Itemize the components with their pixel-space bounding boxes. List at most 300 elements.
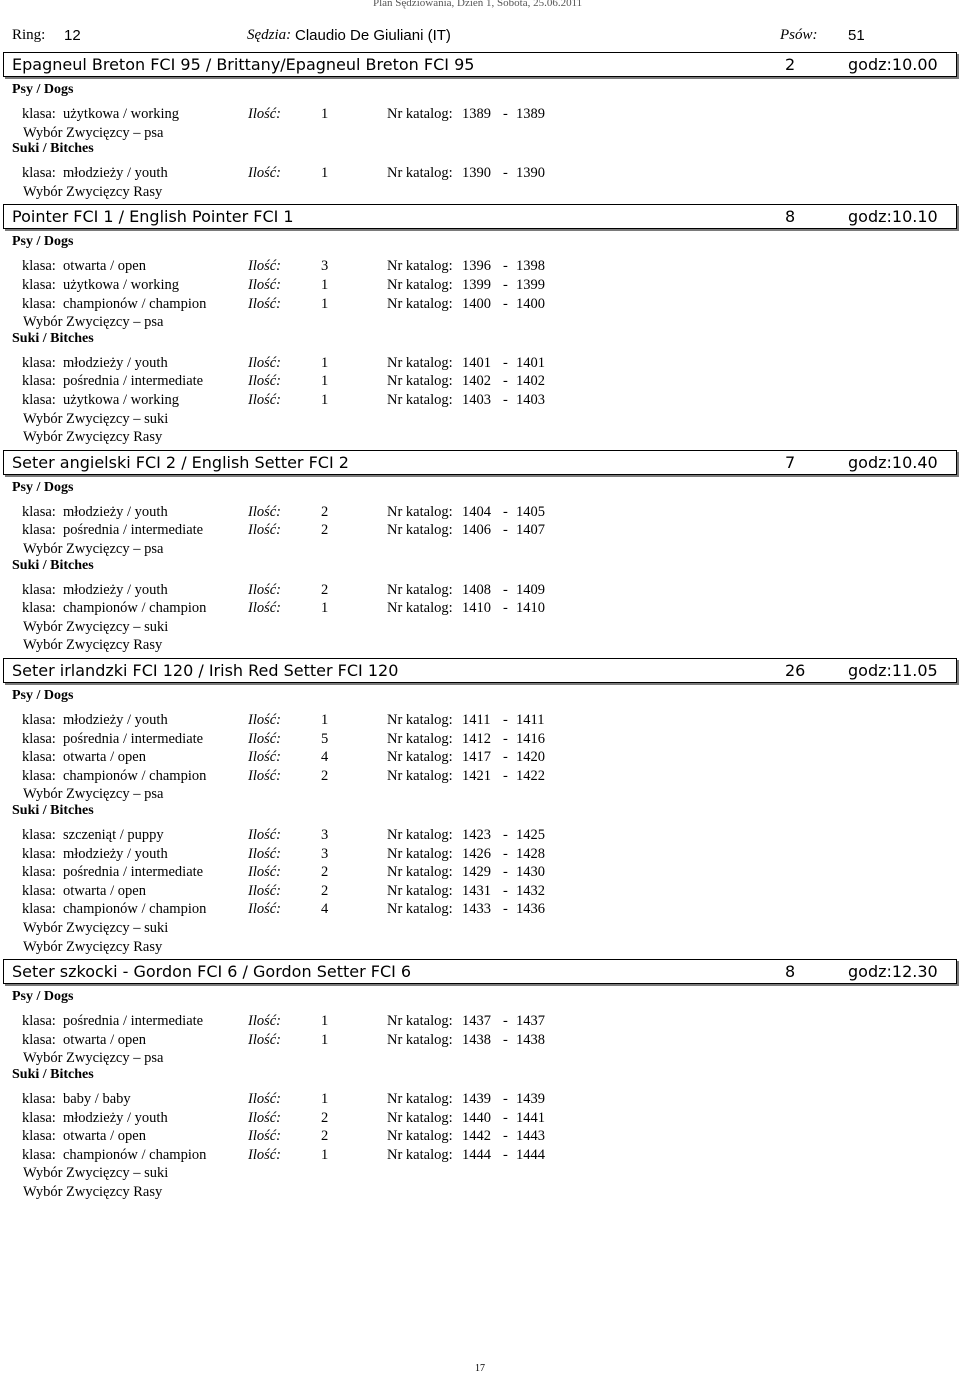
catalog-from: 1442 xyxy=(462,1128,491,1145)
quantity-value: 2 xyxy=(321,1109,329,1126)
catalog-to: 1432 xyxy=(516,882,545,899)
catalog-to: 1441 xyxy=(516,1109,545,1126)
catalog-to: 1411 xyxy=(516,712,545,728)
breed-entry-count: 7 xyxy=(785,452,796,472)
class-name: championów / champion xyxy=(63,295,207,312)
catalog-to: 1422 xyxy=(516,767,545,784)
class-row xyxy=(0,392,960,410)
catalog-dash: - xyxy=(503,373,508,390)
catalog-dash: - xyxy=(503,882,508,899)
quantity-label: Ilość: xyxy=(248,522,282,539)
catalog-from: 1408 xyxy=(462,581,491,598)
breed-start-time: godz:10.40 xyxy=(848,452,938,472)
catalog-to: 1389 xyxy=(516,106,545,122)
catalog-from: 1400 xyxy=(462,295,491,312)
catalog-dash: - xyxy=(503,581,508,598)
quantity-label: Ilość: xyxy=(248,354,282,371)
quantity-value: 2 xyxy=(321,882,329,899)
breed-name: Pointer FCI 1 / English Pointer FCI 1 xyxy=(12,207,294,227)
catalog-label: Nr katalog: xyxy=(387,864,453,881)
catalog-dash: - xyxy=(503,730,508,747)
sex-section-heading xyxy=(0,480,960,498)
class-label: klasa: xyxy=(22,864,56,881)
class-row xyxy=(0,106,960,124)
catalog-dash: - xyxy=(503,392,508,408)
catalog-from: 1399 xyxy=(462,277,491,293)
class-row xyxy=(0,504,960,522)
class-name: pośrednia / intermediate xyxy=(63,1013,204,1030)
catalog-from: 1401 xyxy=(462,354,491,371)
class-label: klasa: xyxy=(22,295,56,312)
catalog-to: 1437 xyxy=(516,1013,545,1030)
sex-section-heading xyxy=(0,1067,960,1085)
catalog-from: 1406 xyxy=(462,522,491,539)
quantity-value: 2 xyxy=(321,1128,329,1145)
catalog-dash: - xyxy=(503,1031,508,1048)
quantity-value: 1 xyxy=(321,165,329,182)
breed-name: Seter angielski FCI 2 / English Setter FCI 2 xyxy=(12,452,349,472)
breed-entry-count: 8 xyxy=(785,962,796,982)
class-row xyxy=(0,1013,960,1031)
winner-selection xyxy=(0,1050,960,1068)
class-row xyxy=(0,1128,960,1146)
class-label: klasa: xyxy=(22,730,56,747)
quantity-label: Ilość: xyxy=(248,1091,282,1107)
catalog-to: 1399 xyxy=(516,277,545,293)
winner-selection-text: Wybór Zwycięzcy Rasy xyxy=(23,183,163,200)
class-label: klasa: xyxy=(22,600,56,617)
quantity-label: Ilość: xyxy=(248,1013,282,1030)
catalog-to: 1401 xyxy=(516,354,545,371)
class-row xyxy=(0,355,960,373)
class-row xyxy=(0,258,960,276)
class-row xyxy=(0,1110,960,1128)
quantity-value: 1 xyxy=(321,600,329,617)
catalog-label: Nr katalog: xyxy=(387,1013,453,1030)
quantity-label: Ilość: xyxy=(248,901,282,918)
class-row xyxy=(0,373,960,391)
quantity-label: Ilość: xyxy=(248,864,282,881)
sex-heading-text: Psy / Dogs xyxy=(12,989,74,1005)
sex-section-heading xyxy=(0,989,960,1007)
catalog-from: 1423 xyxy=(462,827,491,843)
catalog-dash: - xyxy=(503,522,508,539)
sex-heading-text: Suki / Bitches xyxy=(12,803,94,818)
quantity-value: 4 xyxy=(321,901,329,918)
quantity-value: 1 xyxy=(321,373,329,390)
catalog-to: 1405 xyxy=(516,503,545,520)
sex-heading-text: Psy / Dogs xyxy=(12,234,74,250)
quantity-value: 2 xyxy=(321,522,329,539)
catalog-label: Nr katalog: xyxy=(387,882,453,899)
breed-start-time: godz:11.05 xyxy=(848,661,938,680)
class-label: klasa: xyxy=(22,522,56,539)
sex-section-heading xyxy=(0,141,960,159)
catalog-to: 1428 xyxy=(516,845,545,862)
breed-entry-count: 8 xyxy=(785,207,796,227)
catalog-from: 1412 xyxy=(462,730,491,747)
class-name: otwarta / open xyxy=(63,749,146,766)
quantity-value: 2 xyxy=(321,864,329,881)
catalog-dash: - xyxy=(503,1013,508,1030)
class-name: championów / champion xyxy=(63,1146,207,1163)
dogs-count-value: 51 xyxy=(848,27,865,44)
catalog-from: 1426 xyxy=(462,845,491,862)
breed-name: Epagneul Breton FCI 95 / Brittany/Epagneul Breton FCI 95 xyxy=(12,55,475,74)
catalog-dash: - xyxy=(503,295,508,312)
class-label: klasa: xyxy=(22,354,56,371)
class-name: użytkowa / working xyxy=(63,392,179,408)
class-label: klasa: xyxy=(22,749,56,766)
class-name: młodzieży / youth xyxy=(63,581,168,598)
sex-section-heading xyxy=(0,234,960,252)
winner-selection xyxy=(0,637,960,655)
quantity-value: 2 xyxy=(321,503,329,520)
winner-selection xyxy=(0,619,960,637)
winner-selection xyxy=(0,920,960,938)
breed-header xyxy=(3,204,957,229)
class-label: klasa: xyxy=(22,165,56,182)
quantity-label: Ilość: xyxy=(248,295,282,312)
breed-name: Seter irlandzki FCI 120 / Irish Red Setter FCI 120 xyxy=(12,661,399,680)
winner-selection-text: Wybór Zwycięzcy Rasy xyxy=(23,637,163,654)
class-label: klasa: xyxy=(22,1031,56,1048)
catalog-dash: - xyxy=(503,1109,508,1126)
sex-section-heading xyxy=(0,558,960,576)
winner-selection-text: Wybór Zwycięzcy – psa xyxy=(23,541,164,557)
catalog-from: 1403 xyxy=(462,392,491,408)
breed-entry-count: 2 xyxy=(785,55,796,74)
catalog-label: Nr katalog: xyxy=(387,165,453,182)
class-name: pośrednia / intermediate xyxy=(63,373,204,390)
winner-selection xyxy=(0,429,960,447)
winner-selection-text: Wybór Zwycięzcy – suki xyxy=(23,618,169,635)
class-row xyxy=(0,731,960,749)
class-row xyxy=(0,1091,960,1109)
winner-selection xyxy=(0,184,960,202)
winner-selection-text: Wybór Zwycięzcy – psa xyxy=(23,1050,164,1067)
catalog-to: 1425 xyxy=(516,827,545,843)
class-name: championów / champion xyxy=(63,767,207,784)
quantity-value: 1 xyxy=(321,712,329,728)
winner-selection xyxy=(0,786,960,804)
class-label: klasa: xyxy=(22,882,56,899)
winner-selection-text: Wybór Zwycięzcy Rasy xyxy=(23,938,163,955)
catalog-to: 1407 xyxy=(516,522,545,539)
quantity-label: Ilość: xyxy=(248,165,282,182)
class-row xyxy=(0,296,960,314)
winner-selection-text: Wybór Zwycięzcy Rasy xyxy=(23,1184,163,1200)
class-row xyxy=(0,864,960,882)
class-row xyxy=(0,749,960,767)
breed-header xyxy=(3,450,957,475)
catalog-dash: - xyxy=(503,901,508,918)
quantity-value: 1 xyxy=(321,1091,329,1107)
class-name: młodzieży / youth xyxy=(63,712,168,728)
quantity-label: Ilość: xyxy=(248,1146,282,1163)
class-label: klasa: xyxy=(22,827,56,843)
catalog-label: Nr katalog: xyxy=(387,845,453,862)
winner-selection-text: Wybór Zwycięzcy – suki xyxy=(23,920,169,936)
catalog-from: 1437 xyxy=(462,1013,491,1030)
winner-selection-text: Wybór Zwycięzcy Rasy xyxy=(23,429,163,446)
catalog-dash: - xyxy=(503,258,508,275)
catalog-to: 1439 xyxy=(516,1091,545,1107)
class-row xyxy=(0,165,960,183)
sex-heading-text: Psy / Dogs xyxy=(12,479,74,495)
sex-heading-text: Suki / Bitches xyxy=(12,557,94,573)
catalog-dash: - xyxy=(503,864,508,881)
class-name: otwarta / open xyxy=(63,1128,146,1145)
class-row xyxy=(0,1147,960,1165)
catalog-from: 1396 xyxy=(462,258,491,275)
class-label: klasa: xyxy=(22,1091,56,1107)
catalog-label: Nr katalog: xyxy=(387,581,453,598)
catalog-dash: - xyxy=(503,767,508,784)
breed-name: Seter szkocki - Gordon FCI 6 / Gordon Setter FCI 6 xyxy=(12,962,412,982)
class-row xyxy=(0,600,960,618)
class-label: klasa: xyxy=(22,901,56,918)
sex-section-heading xyxy=(0,803,960,821)
class-label: klasa: xyxy=(22,712,56,728)
quantity-value: 3 xyxy=(321,827,329,843)
breed-start-time: godz:12.30 xyxy=(848,962,938,982)
catalog-from: 1431 xyxy=(462,882,491,899)
class-name: młodzieży / youth xyxy=(63,503,168,520)
class-label: klasa: xyxy=(22,767,56,784)
class-label: klasa: xyxy=(22,106,56,122)
quantity-label: Ilość: xyxy=(248,106,282,122)
quantity-label: Ilość: xyxy=(248,827,282,843)
quantity-value: 2 xyxy=(321,581,329,598)
page-header-title: Plan Sędziowania, Dzień 1, Sobota, 25.06.2011 xyxy=(373,0,583,9)
sex-heading-text: Suki / Bitches xyxy=(12,141,94,157)
winner-selection xyxy=(0,1184,960,1202)
catalog-label: Nr katalog: xyxy=(387,600,453,617)
sex-section-heading xyxy=(0,688,960,706)
quantity-value: 5 xyxy=(321,730,329,747)
class-name: szczeniąt / puppy xyxy=(63,827,164,843)
class-row xyxy=(0,277,960,295)
class-label: klasa: xyxy=(22,845,56,862)
quantity-value: 1 xyxy=(321,1146,329,1163)
catalog-dash: - xyxy=(503,845,508,862)
catalog-dash: - xyxy=(503,1128,508,1145)
class-label: klasa: xyxy=(22,1109,56,1126)
breed-header xyxy=(3,658,957,683)
catalog-to: 1403 xyxy=(516,392,545,408)
winner-selection xyxy=(0,1165,960,1183)
sex-heading-text: Psy / Dogs xyxy=(12,688,74,703)
class-row xyxy=(0,883,960,901)
catalog-from: 1438 xyxy=(462,1031,491,1048)
quantity-label: Ilość: xyxy=(248,845,282,862)
winner-selection-text: Wybór Zwycięzcy – psa xyxy=(23,786,164,803)
catalog-from: 1390 xyxy=(462,165,491,182)
catalog-label: Nr katalog: xyxy=(387,1128,453,1145)
catalog-label: Nr katalog: xyxy=(387,106,453,122)
catalog-label: Nr katalog: xyxy=(387,1146,453,1163)
breed-header xyxy=(3,52,957,77)
ring-label: Ring: xyxy=(12,27,46,43)
quantity-value: 2 xyxy=(321,767,329,784)
catalog-from: 1444 xyxy=(462,1146,491,1163)
sex-heading-text: Suki / Bitches xyxy=(12,1067,94,1082)
class-name: pośrednia / intermediate xyxy=(63,522,204,539)
catalog-from: 1404 xyxy=(462,503,491,520)
catalog-label: Nr katalog: xyxy=(387,1109,453,1126)
quantity-value: 4 xyxy=(321,749,329,766)
catalog-dash: - xyxy=(503,1146,508,1163)
sex-heading-text: Suki / Bitches xyxy=(12,330,94,346)
catalog-dash: - xyxy=(503,600,508,617)
quantity-label: Ilość: xyxy=(248,258,282,275)
catalog-to: 1409 xyxy=(516,581,545,598)
catalog-label: Nr katalog: xyxy=(387,712,453,728)
quantity-value: 1 xyxy=(321,295,329,312)
quantity-value: 3 xyxy=(321,258,329,275)
quantity-label: Ilość: xyxy=(248,600,282,617)
quantity-label: Ilość: xyxy=(248,1128,282,1145)
winner-selection-text: Wybór Zwycięzcy – psa xyxy=(23,124,164,141)
sex-section-heading xyxy=(0,331,960,349)
class-label: klasa: xyxy=(22,392,56,408)
winner-selection xyxy=(0,939,960,957)
class-label: klasa: xyxy=(22,277,56,293)
quantity-value: 1 xyxy=(321,1031,329,1048)
catalog-dash: - xyxy=(503,165,508,182)
class-name: pośrednia / intermediate xyxy=(63,730,204,747)
quantity-value: 1 xyxy=(321,106,329,122)
class-name: otwarta / open xyxy=(63,1031,146,1048)
page-number: 17 xyxy=(475,1363,485,1374)
class-label: klasa: xyxy=(22,373,56,390)
catalog-to: 1416 xyxy=(516,730,545,747)
breed-entry-count: 26 xyxy=(785,661,806,680)
catalog-dash: - xyxy=(503,827,508,843)
class-name: pośrednia / intermediate xyxy=(63,864,204,881)
class-row xyxy=(0,522,960,540)
catalog-dash: - xyxy=(503,712,508,728)
catalog-from: 1410 xyxy=(462,600,491,617)
catalog-from: 1402 xyxy=(462,373,491,390)
catalog-label: Nr katalog: xyxy=(387,295,453,312)
quantity-value: 1 xyxy=(321,1013,329,1030)
class-label: klasa: xyxy=(22,1146,56,1163)
class-name: młodzieży / youth xyxy=(63,165,168,182)
class-row xyxy=(0,901,960,919)
catalog-label: Nr katalog: xyxy=(387,901,453,918)
catalog-to: 1400 xyxy=(516,295,545,312)
catalog-from: 1439 xyxy=(462,1091,491,1107)
catalog-label: Nr katalog: xyxy=(387,503,453,520)
catalog-dash: - xyxy=(503,277,508,293)
catalog-to: 1430 xyxy=(516,864,545,881)
catalog-from: 1411 xyxy=(462,712,491,728)
class-label: klasa: xyxy=(22,258,56,275)
catalog-label: Nr katalog: xyxy=(387,1031,453,1048)
catalog-label: Nr katalog: xyxy=(387,354,453,371)
quantity-label: Ilość: xyxy=(248,503,282,520)
catalog-to: 1390 xyxy=(516,165,545,182)
winner-selection-text: Wybór Zwycięzcy – suki xyxy=(23,410,169,427)
breed-start-time: godz:10.10 xyxy=(848,207,938,227)
class-name: użytkowa / working xyxy=(63,277,179,293)
catalog-dash: - xyxy=(503,354,508,371)
class-name: młodzieży / youth xyxy=(63,354,168,371)
class-name: otwarta / open xyxy=(63,258,146,275)
dogs-count-label: Psów: xyxy=(780,27,818,43)
catalog-to: 1438 xyxy=(516,1031,545,1048)
catalog-label: Nr katalog: xyxy=(387,392,453,408)
catalog-from: 1417 xyxy=(462,749,491,766)
catalog-to: 1443 xyxy=(516,1128,545,1145)
class-name: baby / baby xyxy=(63,1091,131,1107)
class-label: klasa: xyxy=(22,1128,56,1145)
quantity-label: Ilość: xyxy=(248,730,282,747)
catalog-dash: - xyxy=(503,1091,508,1107)
quantity-label: Ilość: xyxy=(248,1031,282,1048)
catalog-from: 1433 xyxy=(462,901,491,918)
quantity-label: Ilość: xyxy=(248,749,282,766)
catalog-to: 1402 xyxy=(516,373,545,390)
class-row xyxy=(0,768,960,786)
quantity-label: Ilość: xyxy=(248,392,282,408)
class-name: otwarta / open xyxy=(63,882,146,899)
catalog-dash: - xyxy=(503,106,508,122)
ring-number: 12 xyxy=(64,27,81,44)
class-name: użytkowa / working xyxy=(63,106,179,122)
catalog-label: Nr katalog: xyxy=(387,373,453,390)
class-name: młodzieży / youth xyxy=(63,1109,168,1126)
winner-selection xyxy=(0,125,960,143)
catalog-label: Nr katalog: xyxy=(387,258,453,275)
catalog-label: Nr katalog: xyxy=(387,1091,453,1107)
class-name: championów / champion xyxy=(63,600,207,617)
catalog-to: 1410 xyxy=(516,600,545,617)
catalog-from: 1440 xyxy=(462,1109,491,1126)
quantity-value: 3 xyxy=(321,845,329,862)
class-row xyxy=(0,582,960,600)
catalog-label: Nr katalog: xyxy=(387,522,453,539)
class-name: młodzieży / youth xyxy=(63,845,168,862)
winner-selection-text: Wybór Zwycięzcy – psa xyxy=(23,314,164,331)
ring-info-row xyxy=(12,27,952,45)
quantity-label: Ilość: xyxy=(248,767,282,784)
catalog-to: 1420 xyxy=(516,749,545,766)
breed-start-time: godz:10.00 xyxy=(848,55,938,74)
catalog-label: Nr katalog: xyxy=(387,827,453,843)
sex-heading-text: Psy / Dogs xyxy=(12,82,74,97)
winner-selection xyxy=(0,411,960,429)
quantity-value: 1 xyxy=(321,392,329,408)
winner-selection-text: Wybór Zwycięzcy – suki xyxy=(23,1165,169,1182)
catalog-from: 1389 xyxy=(462,106,491,122)
catalog-from: 1429 xyxy=(462,864,491,881)
catalog-label: Nr katalog: xyxy=(387,749,453,766)
sex-section-heading xyxy=(0,82,960,100)
class-label: klasa: xyxy=(22,503,56,520)
catalog-label: Nr katalog: xyxy=(387,277,453,293)
catalog-label: Nr katalog: xyxy=(387,767,453,784)
quantity-label: Ilość: xyxy=(248,1109,282,1126)
class-row xyxy=(0,827,960,845)
quantity-label: Ilość: xyxy=(248,277,282,293)
quantity-label: Ilość: xyxy=(248,712,282,728)
quantity-label: Ilość: xyxy=(248,882,282,899)
breed-header xyxy=(3,959,957,984)
winner-selection xyxy=(0,541,960,559)
